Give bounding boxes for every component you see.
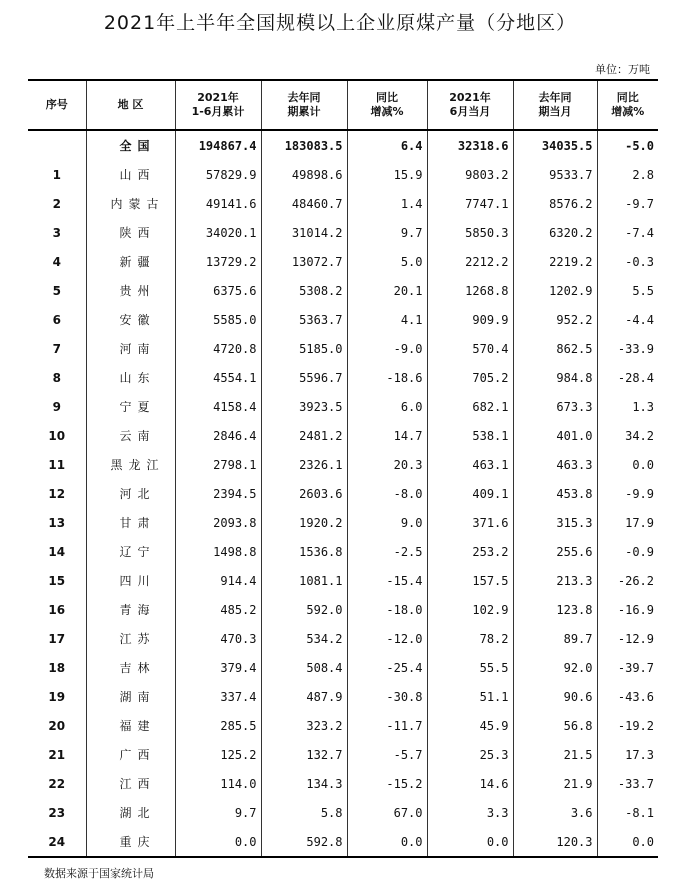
cell-region: 贵州 <box>86 276 175 305</box>
cell-cum-2021: 1498.8 <box>175 537 261 566</box>
cell-region: 新疆 <box>86 247 175 276</box>
cell-cum-last: 1081.1 <box>261 566 347 595</box>
cell-jun-2021: 909.9 <box>427 305 513 334</box>
cell-region: 湖北 <box>86 798 175 827</box>
cell-yoy-month: -26.2 <box>597 566 658 595</box>
cell-yoy: 6.0 <box>347 392 427 421</box>
cell-index: 14 <box>48 544 66 559</box>
table-row <box>28 827 658 857</box>
cell-yoy-month: -12.9 <box>597 624 658 653</box>
header-row <box>28 80 658 130</box>
cell-jun-2021: 78.2 <box>427 624 513 653</box>
cell-region: 青海 <box>86 595 175 624</box>
cell-region: 甘肃 <box>86 508 175 537</box>
header-cum-2021: 2021年 1-6月累计 <box>175 80 261 130</box>
cell-yoy: -11.7 <box>347 711 427 740</box>
cell-cum-last: 13072.7 <box>261 247 347 276</box>
cell-jun-2021: 14.6 <box>427 769 513 798</box>
table-row <box>28 479 658 508</box>
cell-jun-2021: 3.3 <box>427 798 513 827</box>
table-row <box>28 276 658 305</box>
cell-region: 山东 <box>86 363 175 392</box>
cell-region: 山西 <box>86 160 175 189</box>
cell-jun-2021: 409.1 <box>427 479 513 508</box>
cell-region: 全国 <box>86 130 175 160</box>
header-yoy-month: 同比 增减% <box>597 80 658 130</box>
cell-yoy: -2.5 <box>347 537 427 566</box>
header-cum-last: 去年同 期累计 <box>261 80 347 130</box>
cell-yoy-month: -28.4 <box>597 363 658 392</box>
cell-jun-2021: 253.2 <box>427 537 513 566</box>
cell-region: 安徽 <box>86 305 175 334</box>
cell-cum-last: 49898.6 <box>261 160 347 189</box>
cell-yoy: -18.6 <box>347 363 427 392</box>
cell-yoy: -25.4 <box>347 653 427 682</box>
cell-region: 河北 <box>86 479 175 508</box>
cell-jun-2021: 9803.2 <box>427 160 513 189</box>
table-row <box>28 450 658 479</box>
cell-region: 吉林 <box>86 653 175 682</box>
cell-cum-last: 48460.7 <box>261 189 347 218</box>
header-index: 序号 <box>28 80 86 130</box>
cell-jun-last: 123.8 <box>513 595 597 624</box>
cell-cum-last: 487.9 <box>261 682 347 711</box>
cell-index: 23 <box>48 805 66 820</box>
cell-cum-last: 5596.7 <box>261 363 347 392</box>
cell-cum-2021: 2846.4 <box>175 421 261 450</box>
cell-index: 8 <box>52 370 61 385</box>
cell-cum-last: 592.8 <box>261 827 347 857</box>
cell-cum-last: 183083.5 <box>261 130 347 160</box>
cell-yoy-month: -19.2 <box>597 711 658 740</box>
cell-index: 24 <box>28 827 86 857</box>
cell-jun-last: 34035.5 <box>513 130 597 160</box>
header-jun-last: 去年同 期当月 <box>513 80 597 130</box>
cell-yoy-month: -39.7 <box>597 653 658 682</box>
cell-yoy-month: 1.3 <box>597 392 658 421</box>
cell-cum-last: 2326.1 <box>261 450 347 479</box>
cell-yoy-month: 0.0 <box>597 827 658 857</box>
total-row <box>28 130 658 160</box>
cell-index: 7 <box>52 341 61 356</box>
cell-yoy-month: -16.9 <box>597 595 658 624</box>
cell-region: 黑龙江 <box>86 450 175 479</box>
cell-cum-last: 592.0 <box>261 595 347 624</box>
cell-cum-2021: 13729.2 <box>175 247 261 276</box>
cell-cum-2021: 2394.5 <box>175 479 261 508</box>
cell-yoy: 6.4 <box>347 130 427 160</box>
cell-region: 四川 <box>86 566 175 595</box>
cell-region: 福建 <box>86 711 175 740</box>
cell-jun-2021: 463.1 <box>427 450 513 479</box>
table-row <box>28 218 658 247</box>
cell-region: 河南 <box>86 334 175 363</box>
cell-cum-last: 3923.5 <box>261 392 347 421</box>
cell-region: 江苏 <box>86 624 175 653</box>
cell-cum-2021: 337.4 <box>175 682 261 711</box>
cell-jun-2021: 570.4 <box>427 334 513 363</box>
cell-index: 10 <box>48 428 66 443</box>
cell-jun-last: 213.3 <box>513 566 597 595</box>
cell-jun-last: 463.3 <box>513 450 597 479</box>
cell-region: 重庆 <box>86 827 175 857</box>
table-row <box>28 769 658 798</box>
cell-index: 19 <box>48 689 66 704</box>
cell-jun-2021: 682.1 <box>427 392 513 421</box>
cell-index: 6 <box>52 312 61 327</box>
cell-jun-last: 984.8 <box>513 363 597 392</box>
cell-jun-2021: 7747.1 <box>427 189 513 218</box>
cell-yoy: -15.2 <box>347 769 427 798</box>
cell-yoy-month: -7.4 <box>597 218 658 247</box>
cell-cum-last: 1536.8 <box>261 537 347 566</box>
cell-cum-2021: 9.7 <box>175 798 261 827</box>
table-row <box>28 740 658 769</box>
cell-jun-2021: 1268.8 <box>427 276 513 305</box>
cell-yoy: 0.0 <box>347 827 427 857</box>
cell-index: 3 <box>52 225 61 240</box>
cell-cum-last: 1920.2 <box>261 508 347 537</box>
table-row <box>28 334 658 363</box>
cell-cum-last: 508.4 <box>261 653 347 682</box>
cell-cum-last: 2481.2 <box>261 421 347 450</box>
unit-label: 单位：万吨 <box>595 63 650 76</box>
table-row <box>28 566 658 595</box>
header-yoy: 同比 增减% <box>347 80 427 130</box>
cell-index: 2 <box>52 196 61 211</box>
cell-yoy-month: 17.3 <box>597 740 658 769</box>
cell-region: 宁夏 <box>86 392 175 421</box>
cell-region: 湖南 <box>86 682 175 711</box>
cell-yoy-month: -9.9 <box>597 479 658 508</box>
cell-yoy: 4.1 <box>347 305 427 334</box>
header-jun-2021: 2021年 6月当月 <box>427 80 513 130</box>
cell-jun-2021: 51.1 <box>427 682 513 711</box>
cell-jun-last: 90.6 <box>513 682 597 711</box>
cell-yoy-month: 5.5 <box>597 276 658 305</box>
cell-yoy: 9.0 <box>347 508 427 537</box>
cell-yoy-month: 2.8 <box>597 160 658 189</box>
table-row <box>28 798 658 827</box>
cell-jun-2021: 2212.2 <box>427 247 513 276</box>
cell-jun-last: 21.9 <box>513 769 597 798</box>
cell-index: 1 <box>52 167 61 182</box>
cell-index: 15 <box>48 573 66 588</box>
cell-yoy-month: -33.9 <box>597 334 658 363</box>
cell-cum-2021: 114.0 <box>175 769 261 798</box>
cell-yoy-month: 17.9 <box>597 508 658 537</box>
cell-cum-2021: 57829.9 <box>175 160 261 189</box>
cell-yoy-month: -0.3 <box>597 247 658 276</box>
table-row <box>28 189 658 218</box>
cell-cum-2021: 6375.6 <box>175 276 261 305</box>
cell-jun-last: 673.3 <box>513 392 597 421</box>
cell-jun-2021: 371.6 <box>427 508 513 537</box>
cell-jun-last: 453.8 <box>513 479 597 508</box>
table-row <box>28 392 658 421</box>
cell-jun-last: 56.8 <box>513 711 597 740</box>
cell-jun-last: 315.3 <box>513 508 597 537</box>
cell-index: 13 <box>48 515 66 530</box>
cell-jun-2021: 55.5 <box>427 653 513 682</box>
cell-yoy: 5.0 <box>347 247 427 276</box>
cell-jun-last: 3.6 <box>513 798 597 827</box>
cell-jun-last: 2219.2 <box>513 247 597 276</box>
cell-cum-2021: 4158.4 <box>175 392 261 421</box>
cell-cum-2021: 470.3 <box>175 624 261 653</box>
cell-yoy: 9.7 <box>347 218 427 247</box>
table-row <box>28 247 658 276</box>
cell-yoy: -12.0 <box>347 624 427 653</box>
cell-cum-last: 323.2 <box>261 711 347 740</box>
cell-jun-2021: 157.5 <box>427 566 513 595</box>
cell-jun-last: 21.5 <box>513 740 597 769</box>
cell-index <box>28 130 86 160</box>
table-row <box>28 160 658 189</box>
cell-yoy-month: 0.0 <box>597 450 658 479</box>
cell-jun-last: 1202.9 <box>513 276 597 305</box>
cell-jun-last: 401.0 <box>513 421 597 450</box>
cell-yoy: -5.7 <box>347 740 427 769</box>
table-row <box>28 363 658 392</box>
cell-index: 9 <box>52 399 61 414</box>
cell-jun-2021: 45.9 <box>427 711 513 740</box>
cell-jun-last: 6320.2 <box>513 218 597 247</box>
cell-jun-last: 255.6 <box>513 537 597 566</box>
cell-cum-2021: 0.0 <box>175 827 261 857</box>
cell-yoy-month: -8.1 <box>597 798 658 827</box>
cell-cum-last: 5185.0 <box>261 334 347 363</box>
cell-jun-2021: 538.1 <box>427 421 513 450</box>
cell-jun-2021: 0.0 <box>427 827 513 857</box>
cell-index: 12 <box>48 486 66 501</box>
cell-yoy: 67.0 <box>347 798 427 827</box>
cell-yoy-month: -43.6 <box>597 682 658 711</box>
cell-cum-last: 5363.7 <box>261 305 347 334</box>
cell-jun-last: 92.0 <box>513 653 597 682</box>
cell-cum-2021: 914.4 <box>175 566 261 595</box>
cell-yoy: -18.0 <box>347 595 427 624</box>
header-region: 地 区 <box>86 80 175 130</box>
cell-cum-2021: 379.4 <box>175 653 261 682</box>
cell-index: 5 <box>52 283 61 298</box>
cell-cum-2021: 194867.4 <box>175 130 261 160</box>
cell-index: 22 <box>48 776 66 791</box>
cell-region: 陕西 <box>86 218 175 247</box>
table-row <box>28 682 658 711</box>
cell-index: 20 <box>48 718 66 733</box>
table-row <box>28 624 658 653</box>
cell-jun-2021: 102.9 <box>427 595 513 624</box>
cell-jun-last: 952.2 <box>513 305 597 334</box>
cell-jun-2021: 705.2 <box>427 363 513 392</box>
page-title: 2021年上半年全国规模以上企业原煤产量（分地区） <box>103 12 577 34</box>
cell-cum-last: 134.3 <box>261 769 347 798</box>
cell-cum-last: 5.8 <box>261 798 347 827</box>
data-source-note: 数据来源于国家统计局 <box>44 867 154 880</box>
cell-cum-last: 534.2 <box>261 624 347 653</box>
cell-cum-last: 31014.2 <box>261 218 347 247</box>
cell-yoy-month: -33.7 <box>597 769 658 798</box>
cell-yoy: -8.0 <box>347 479 427 508</box>
cell-jun-last: 120.3 <box>513 827 597 857</box>
cell-region: 广西 <box>86 740 175 769</box>
cell-yoy: 1.4 <box>347 189 427 218</box>
cell-region: 辽宁 <box>86 537 175 566</box>
cell-index: 18 <box>48 660 66 675</box>
cell-yoy: 14.7 <box>347 421 427 450</box>
table-row <box>28 305 658 334</box>
cell-cum-2021: 2798.1 <box>175 450 261 479</box>
cell-cum-2021: 5585.0 <box>175 305 261 334</box>
cell-cum-last: 2603.6 <box>261 479 347 508</box>
cell-cum-2021: 4720.8 <box>175 334 261 363</box>
cell-jun-2021: 5850.3 <box>427 218 513 247</box>
cell-yoy: 20.3 <box>347 450 427 479</box>
cell-cum-2021: 49141.6 <box>175 189 261 218</box>
cell-jun-last: 862.5 <box>513 334 597 363</box>
cell-jun-last: 8576.2 <box>513 189 597 218</box>
cell-yoy-month: -4.4 <box>597 305 658 334</box>
cell-jun-last: 89.7 <box>513 624 597 653</box>
cell-yoy: 15.9 <box>347 160 427 189</box>
cell-region: 江西 <box>86 769 175 798</box>
cell-cum-2021: 125.2 <box>175 740 261 769</box>
cell-cum-2021: 485.2 <box>175 595 261 624</box>
cell-cum-2021: 2093.8 <box>175 508 261 537</box>
table-row <box>28 653 658 682</box>
cell-cum-last: 5308.2 <box>261 276 347 305</box>
cell-cum-2021: 34020.1 <box>175 218 261 247</box>
cell-index: 21 <box>48 747 66 762</box>
table-row <box>28 595 658 624</box>
cell-jun-last: 9533.7 <box>513 160 597 189</box>
cell-yoy: -30.8 <box>347 682 427 711</box>
cell-region: 云南 <box>86 421 175 450</box>
cell-index: 16 <box>48 602 66 617</box>
table-row <box>28 421 658 450</box>
cell-yoy: 20.1 <box>347 276 427 305</box>
table-row <box>28 711 658 740</box>
table-row <box>28 537 658 566</box>
cell-region: 内蒙古 <box>86 189 175 218</box>
cell-cum-2021: 4554.1 <box>175 363 261 392</box>
cell-yoy: -9.0 <box>347 334 427 363</box>
cell-cum-2021: 285.5 <box>175 711 261 740</box>
cell-yoy-month: 34.2 <box>597 421 658 450</box>
cell-yoy: -15.4 <box>347 566 427 595</box>
cell-index: 11 <box>48 457 66 472</box>
cell-index: 17 <box>48 631 66 646</box>
cell-yoy-month: -5.0 <box>597 130 658 160</box>
cell-jun-2021: 25.3 <box>427 740 513 769</box>
cell-yoy-month: -0.9 <box>597 537 658 566</box>
cell-cum-last: 132.7 <box>261 740 347 769</box>
cell-yoy-month: -9.7 <box>597 189 658 218</box>
cell-jun-2021: 32318.6 <box>427 130 513 160</box>
table-row <box>28 508 658 537</box>
cell-index: 4 <box>52 254 61 269</box>
production-table <box>28 79 658 858</box>
